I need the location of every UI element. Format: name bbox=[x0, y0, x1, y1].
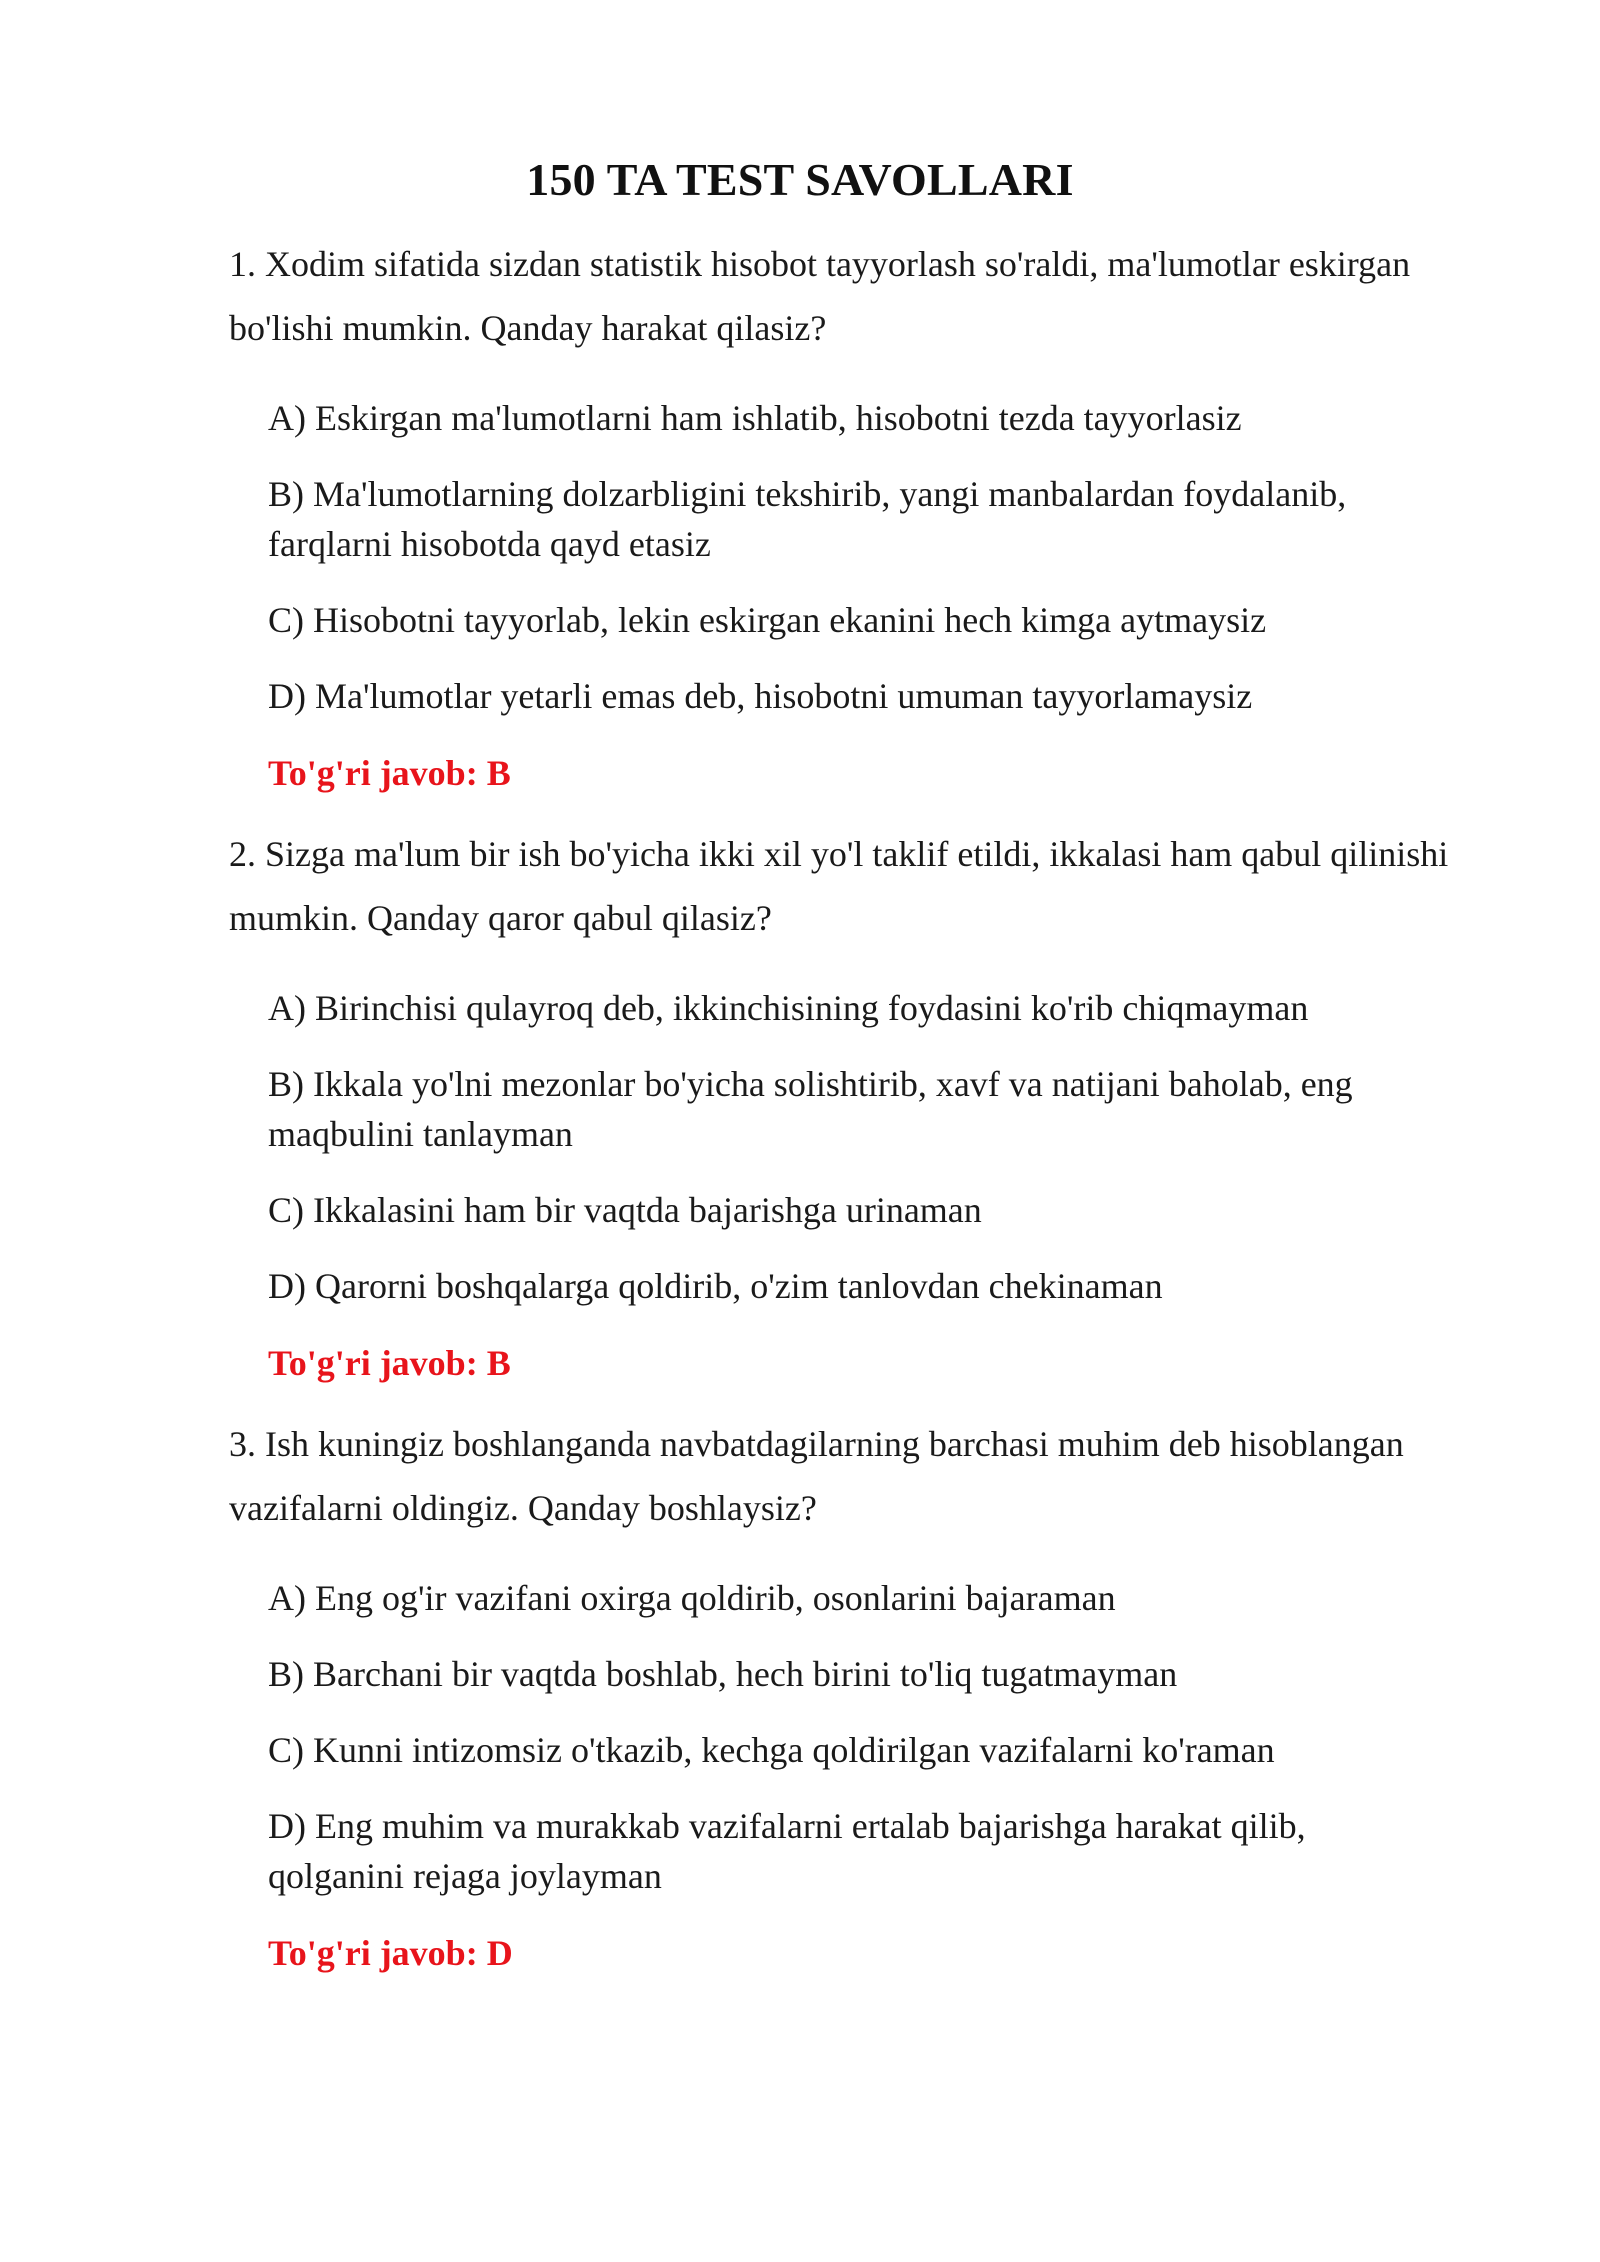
question-3-option-b: B) Barchani bir vaqtda boshlab, hech birini to'liq tugatmayman bbox=[268, 1654, 1178, 1694]
question-1-option-d: D) Ma'lumotlar yetarli emas deb, hisobotni umuman tayyorlamaysiz bbox=[268, 676, 1253, 716]
question-1-option-b: B) Ma'lumotlarning dolzarbligini tekshirib, yangi manbalardan foydalanib, farqlarni hisobotda qayd etasiz bbox=[268, 474, 1347, 564]
question-3-option-d: D) Eng muhim va murakkab vazifalarni ertalab bajarishga harakat qilib, qolganini rejaga joylayman bbox=[268, 1806, 1306, 1896]
question-2-option-c: C) Ikkalasini ham bir vaqtda bajarishga urinaman bbox=[268, 1190, 982, 1230]
question-1-option-c: C) Hisobotni tayyorlab, lekin eskirgan ekanini hech kimga aytmaysiz bbox=[268, 600, 1267, 640]
question-1-answer: To'g'ri javob: B bbox=[268, 753, 511, 793]
question-2-option-a: A) Birinchisi qulayroq deb, ikkinchisining foydasini ko'rib chiqmayman bbox=[268, 988, 1309, 1028]
question-2-answer: To'g'ri javob: B bbox=[268, 1343, 511, 1383]
question-1-option-a: A) Eskirgan ma'lumotlarni ham ishlatib, hisobotni tezda tayyorlasiz bbox=[268, 398, 1242, 438]
document-title: 150 TA TEST SAVOLLARI bbox=[526, 154, 1074, 205]
question-3-option-c: C) Kunni intizomsiz o'tkazib, kechga qoldirilgan vazifalarni ko'raman bbox=[268, 1730, 1275, 1770]
question-3-answer: To'g'ri javob: D bbox=[268, 1933, 513, 1973]
question-2-option-d: D) Qarorni boshqalarga qoldirib, o'zim tanlovdan chekinaman bbox=[268, 1266, 1163, 1306]
question-2-text: 2. Sizga ma'lum bir ish bo'yicha ikki xil yo'l taklif etildi, ikkalasi ham qabul qilinishi mumkin. Qanday qaror qabul qilasiz? bbox=[229, 834, 1449, 938]
question-3-text: 3. Ish kuningiz boshlanganda navbatdagilarning barchasi muhim deb hisoblangan vazifalarni oldingiz. Qanday boshlaysiz? bbox=[229, 1424, 1404, 1528]
question-2-option-b: B) Ikkala yo'lni mezonlar bo'yicha solishtirib, xavf va natijani baholab, eng maqbulini tanlayman bbox=[268, 1064, 1353, 1154]
question-1-text: 1. Xodim sifatida sizdan statistik hisobot tayyorlash so'raldi, ma'lumotlar eskirgan bo'lishi mumkin. Qanday harakat qilasiz? bbox=[229, 244, 1411, 348]
question-3-option-a: A) Eng og'ir vazifani oxirga qoldirib, osonlarini bajaraman bbox=[268, 1578, 1116, 1618]
